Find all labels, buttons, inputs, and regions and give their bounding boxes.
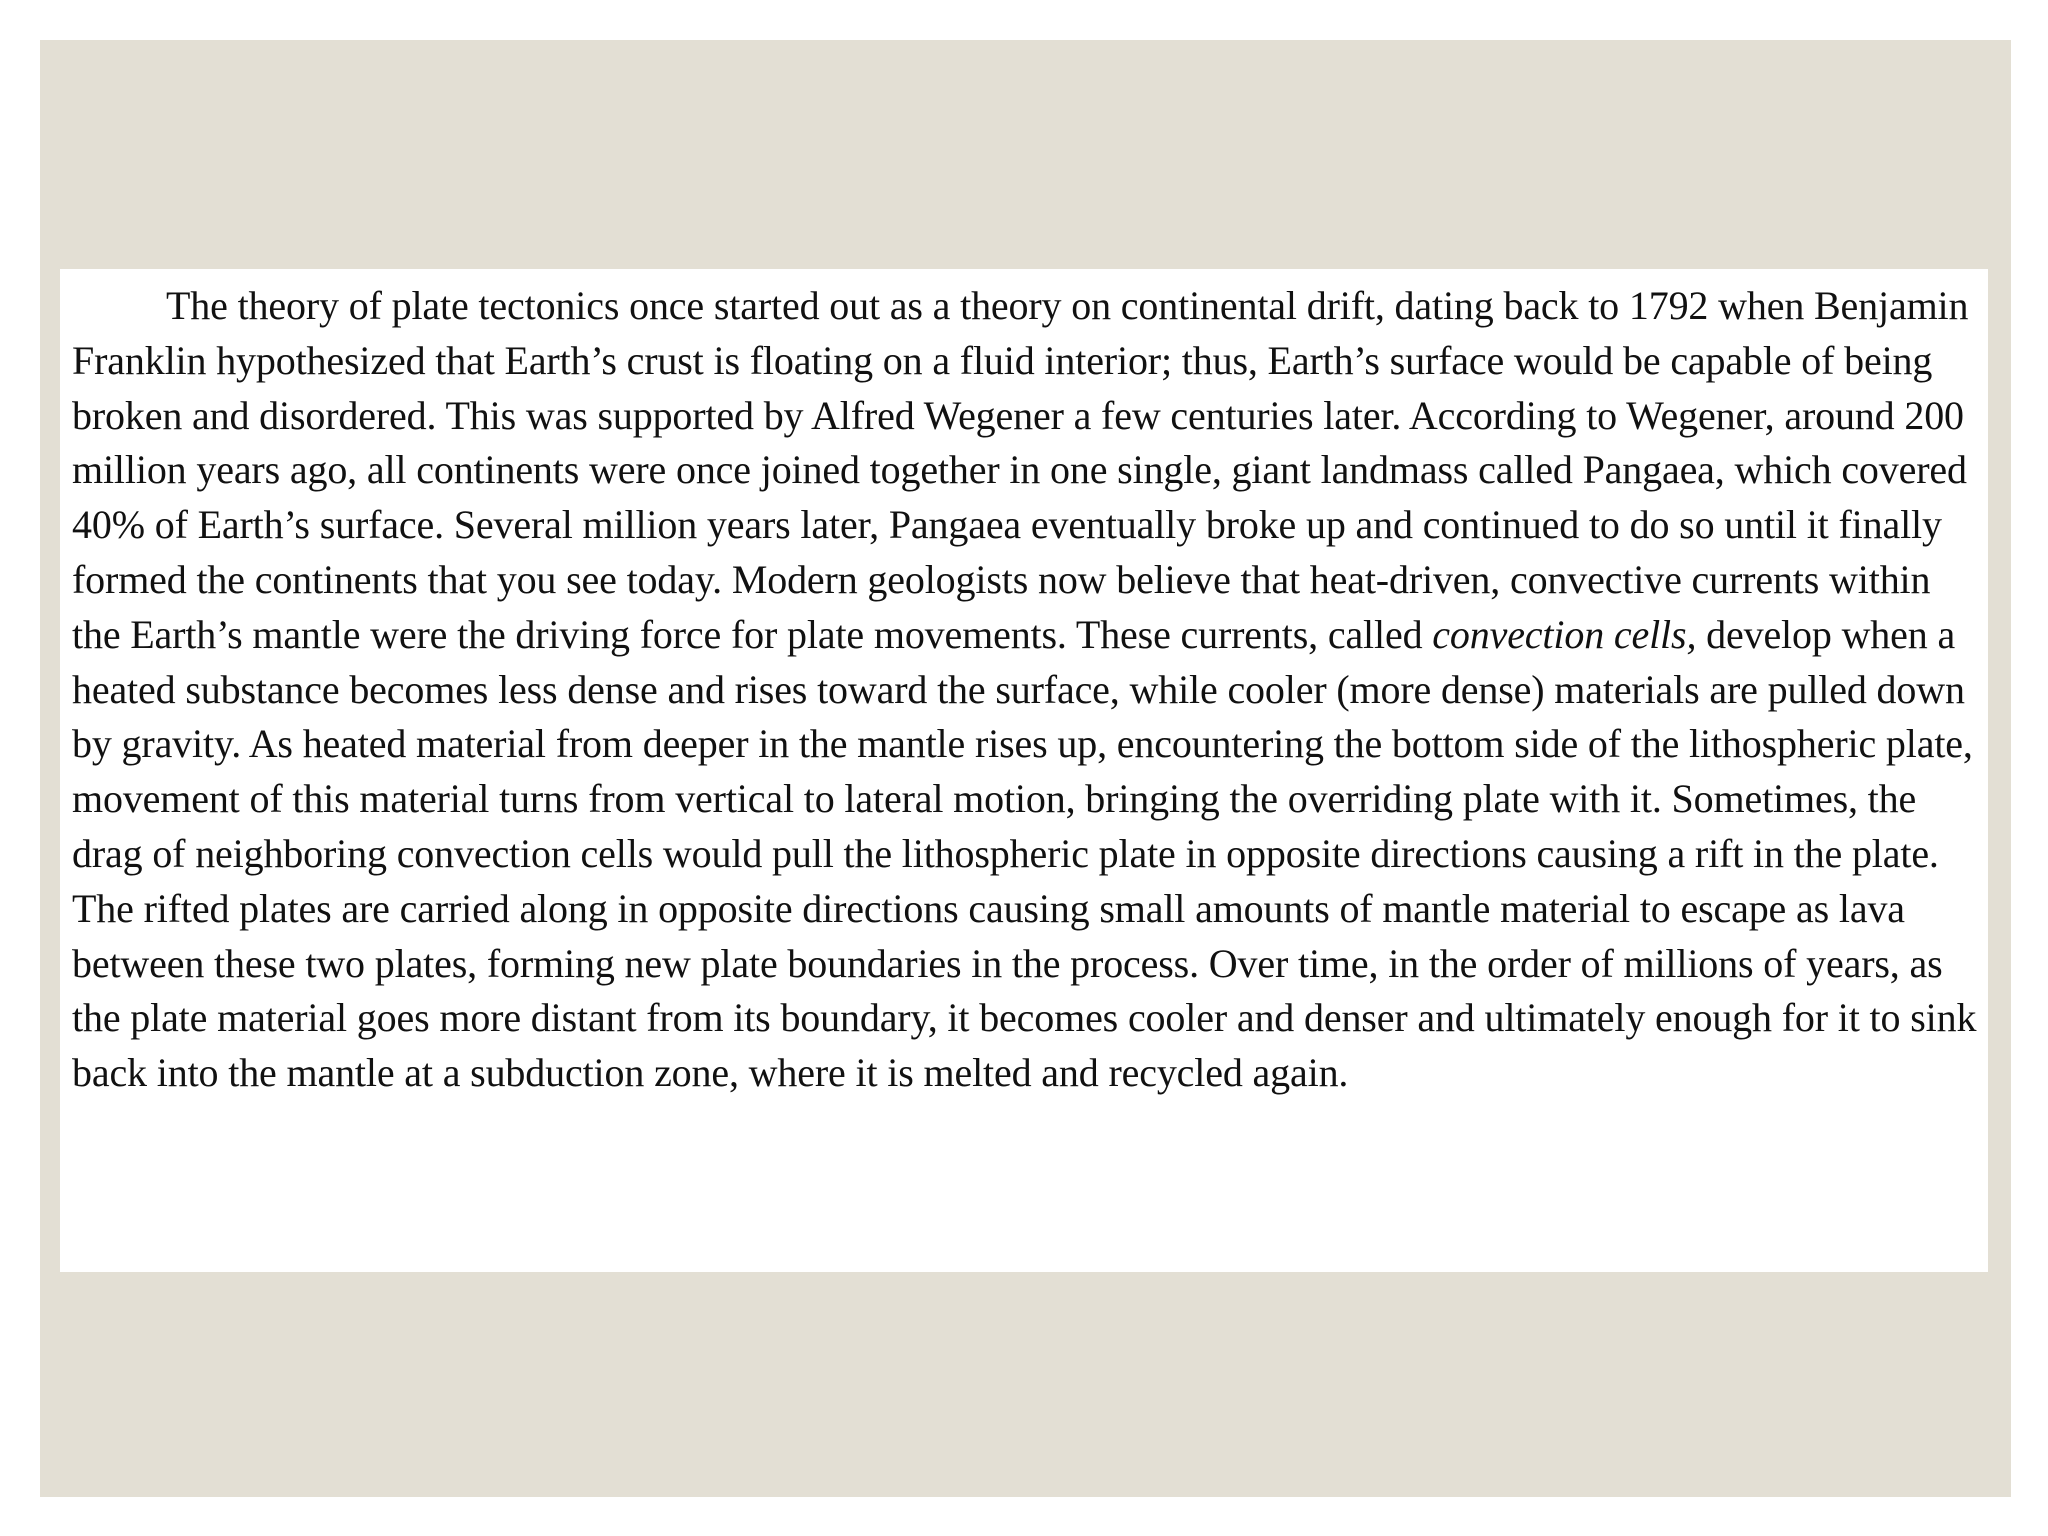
italic-term-convection-cells: convection cells, <box>1432 611 1697 657</box>
slide-background <box>40 40 2011 1497</box>
text-panel <box>60 269 1988 1272</box>
paragraph-part-1: The theory of plate tectonics once started out as a theory on continental drift, dating back to 1792 when Benjamin Franklin hypothesized that Earth’s crust is floating on a fluid interior; thus, Earth’s surface would be capable of being broken and disordered. This was supported by Alfred Wegener a few centuries later. According to Wegener, around 200 million years ago, all continents were once joined together in one single, giant landmass called Pangaea, which covered 40% of Earth’s surface. Several million years later, Pangaea eventually broke up and continued to do so until it finally formed the continents that you see today. Modern geologists now believe that heat-driven, convective currents within the Earth’s mantle were the driving force for plate movements. These currents, called <box>72 283 1969 657</box>
body-paragraph <box>72 279 1980 1101</box>
paragraph-part-2: develop when a heated substance becomes less dense and rises toward the surface, while cooler (more dense) materials are pulled down by gravity. As heated material from deeper in the mantle rises up, encountering the bottom side of the lithospheric plate, movement of this material turns from vertical to lateral motion, bringing the overriding plate with it. Sometimes, the drag of neighboring convection cells would pull the lithospheric plate in opposite directions causing a rift in the plate. The rifted plates are carried along in opposite directions causing small amounts of mantle material to escape as lava between these two plates, forming new plate boundaries in the process. Over time, in the order of millions of years, as the plate material goes more distant from its boundary, it becomes cooler and denser and ultimately enough for it to sink back into the mantle at a subduction zone, where it is melted and recycled again. <box>72 611 1977 1096</box>
